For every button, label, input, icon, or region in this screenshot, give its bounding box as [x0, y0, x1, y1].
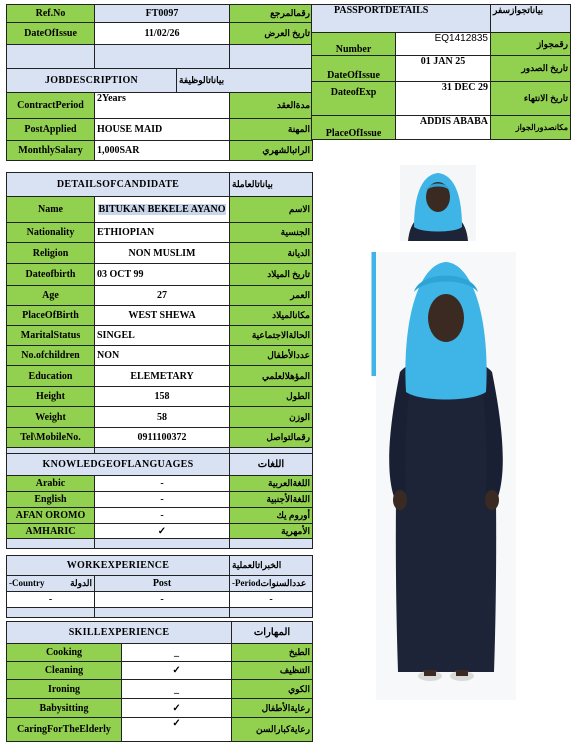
children-value: NON	[95, 346, 230, 366]
skill-ironing-label-ar: الكوي	[232, 680, 313, 699]
lang-oromo-label-ar: أوروم يك	[230, 508, 313, 524]
name-value: BITUKAN BEKELE AYANO	[95, 197, 230, 223]
work-table	[6, 555, 313, 618]
skill-cooking-value: _	[122, 644, 232, 662]
age-value: 27	[95, 286, 230, 306]
candidate-heading: DETAILSOFCANDIDATE	[7, 173, 230, 197]
work-col-country: -Country الدولة	[7, 576, 95, 592]
education-label-ar: المؤهلالعلمي	[230, 366, 313, 387]
religion-value: NON MUSLIM	[95, 243, 230, 264]
job-table	[6, 68, 313, 161]
marital-status-label-ar: الحالةالاجتماعية	[230, 326, 313, 346]
lang-oromo-label: AFAN OROMO	[7, 508, 95, 524]
work-col-period: -Periodعددالسنوات	[230, 576, 313, 592]
skill-ironing-value: _	[122, 680, 232, 699]
skill-babysitting-label-ar: رعايةالأطفال	[232, 699, 313, 718]
passport-expiry-label: DateofExp	[312, 82, 396, 116]
passport-number-label: Number	[312, 33, 396, 56]
languages-heading: KNOWLEDGEOFLANGUAGES	[7, 454, 230, 476]
tel-label-ar: رقمالتواصل	[230, 428, 313, 448]
ref-label: Ref.No	[7, 5, 95, 23]
education-label: Education	[7, 366, 95, 387]
lang-amharic-value: ✓	[95, 524, 230, 539]
lang-amharic-label-ar: الأمهرية	[230, 524, 313, 539]
tel-label: Tel\MobileNo.	[7, 428, 95, 448]
height-label-ar: الطول	[230, 387, 313, 407]
children-label: No.ofchildren	[7, 346, 95, 366]
passport-expiry-value: 31 DEC 29	[396, 82, 491, 116]
weight-value: 58	[95, 407, 230, 428]
job-heading-ar: بياناتالوظيفة	[177, 69, 313, 93]
passport-heading-ar: بياناتجوازسفر	[491, 5, 571, 33]
nationality-value: ETHIOPIAN	[95, 223, 230, 243]
place-of-birth-value: WEST SHEWA	[95, 306, 230, 326]
children-label-ar: عددالأطفال	[230, 346, 313, 366]
place-of-birth-label: PlaceOfBirth	[7, 306, 95, 326]
work-col-post: Post	[95, 576, 230, 592]
nationality-label-ar: الجنسية	[230, 223, 313, 243]
name-label-ar: الاسم	[230, 197, 313, 223]
religion-label-ar: الديانة	[230, 243, 313, 264]
lang-english-value: -	[95, 492, 230, 508]
age-label: Age	[7, 286, 95, 306]
work-row-country: -	[7, 592, 95, 608]
height-value: 158	[95, 387, 230, 407]
education-value: ELEMETARY	[95, 366, 230, 387]
marital-status-label: MaritalStatus	[7, 326, 95, 346]
work-heading-ar: الخبراتالعملية	[230, 556, 313, 576]
height-label: Height	[7, 387, 95, 407]
skill-cleaning-label-ar: التنظيف	[232, 662, 313, 680]
contract-period-label-ar: مدةالعقد	[230, 93, 313, 119]
name-label: Name	[7, 197, 95, 223]
passport-place-label-ar: مكانصدورالجواز	[491, 116, 571, 140]
tel-value: 0911100372	[95, 428, 230, 448]
contract-period-value: 2Years	[95, 93, 230, 119]
skills-table	[6, 621, 313, 742]
skill-elderly-value: ✓	[122, 718, 232, 742]
ref-label-ar: رقمالمرجع	[230, 5, 313, 23]
age-label-ar: العمر	[230, 286, 313, 306]
dob-value: 03 OCT 99	[95, 264, 230, 286]
weight-label: Weight	[7, 407, 95, 428]
lang-arabic-value: -	[95, 476, 230, 492]
full-body-image	[376, 252, 516, 700]
passport-heading: PASSPORTDETAILS	[312, 5, 491, 33]
skill-cooking-label: Cooking	[7, 644, 122, 662]
ref-value: FT0097	[95, 5, 230, 23]
full-body-photo	[376, 252, 516, 700]
portrait-image	[400, 165, 476, 241]
monthly-salary-value: 1,000SAR	[95, 141, 230, 161]
date-issue-label: DateOfIssue	[7, 23, 95, 45]
marital-status-value: SINGEL	[95, 326, 230, 346]
dob-label-ar: تاريخ الميلاد	[230, 264, 313, 286]
portrait-photo	[400, 165, 476, 241]
skills-heading: SKILLEXPERIENCE	[7, 622, 232, 644]
religion-label: Religion	[7, 243, 95, 264]
skill-elderly-label: CaringForTheElderly	[7, 718, 122, 742]
candidate-table	[6, 172, 313, 458]
work-row-post: -	[95, 592, 230, 608]
lang-english-label: English	[7, 492, 95, 508]
skill-babysitting-label: Babysitting	[7, 699, 122, 718]
post-applied-label-ar: المهنة	[230, 119, 313, 141]
monthly-salary-label-ar: الراتبالشهري	[230, 141, 313, 161]
lang-amharic-label: AMHARIC	[7, 524, 95, 539]
skill-cooking-label-ar: الطبخ	[232, 644, 313, 662]
lang-oromo-value: -	[95, 508, 230, 524]
dob-label: Dateofbirth	[7, 264, 95, 286]
contract-period-label: ContractPeriod	[7, 93, 95, 119]
work-row-period: -	[230, 592, 313, 608]
skill-babysitting-value: ✓	[122, 699, 232, 718]
place-of-birth-label-ar: مكانالميلاد	[230, 306, 313, 326]
passport-issue-label: DateOfIssue	[312, 56, 396, 82]
lang-arabic-label: Arabic	[7, 476, 95, 492]
candidate-heading-ar: بياناتالعاملة	[230, 173, 313, 197]
passport-place-label: PlaceOfIssue	[312, 116, 396, 140]
passport-place-value: ADDIS ABABA	[396, 116, 491, 140]
job-heading: JOBDESCRIPTION	[7, 69, 177, 93]
lang-arabic-label-ar: اللغةالعربية	[230, 476, 313, 492]
passport-expiry-label-ar: تاريخ الانتهاء	[491, 82, 571, 116]
passport-table	[311, 4, 571, 140]
weight-label-ar: الوزن	[230, 407, 313, 428]
date-issue-label-ar: تاريخ العرض	[230, 23, 313, 45]
ref-table	[6, 4, 313, 69]
languages-heading-ar: اللغات	[230, 454, 313, 476]
post-applied-label: PostApplied	[7, 119, 95, 141]
passport-number-value: EQ1412835	[396, 33, 491, 56]
passport-issue-label-ar: تاريخ الصدور	[491, 56, 571, 82]
nationality-label: Nationality	[7, 223, 95, 243]
passport-number-label-ar: رقمجواز	[491, 33, 571, 56]
skill-ironing-label: Ironing	[7, 680, 122, 699]
skill-cleaning-value: ✓	[122, 662, 232, 680]
monthly-salary-label: MonthlySalary	[7, 141, 95, 161]
lang-english-label-ar: اللغةالأجنبية	[230, 492, 313, 508]
work-heading: WORKEXPERIENCE	[7, 556, 230, 576]
skill-elderly-label-ar: رعايةكبارالسن	[232, 718, 313, 742]
passport-issue-value: 01 JAN 25	[396, 56, 491, 82]
skills-heading-ar: المهارات	[232, 622, 313, 644]
post-applied-value: HOUSE MAID	[95, 119, 230, 141]
skill-cleaning-label: Cleaning	[7, 662, 122, 680]
languages-table	[6, 453, 313, 549]
date-issue-value: 11/02/26	[95, 23, 230, 45]
